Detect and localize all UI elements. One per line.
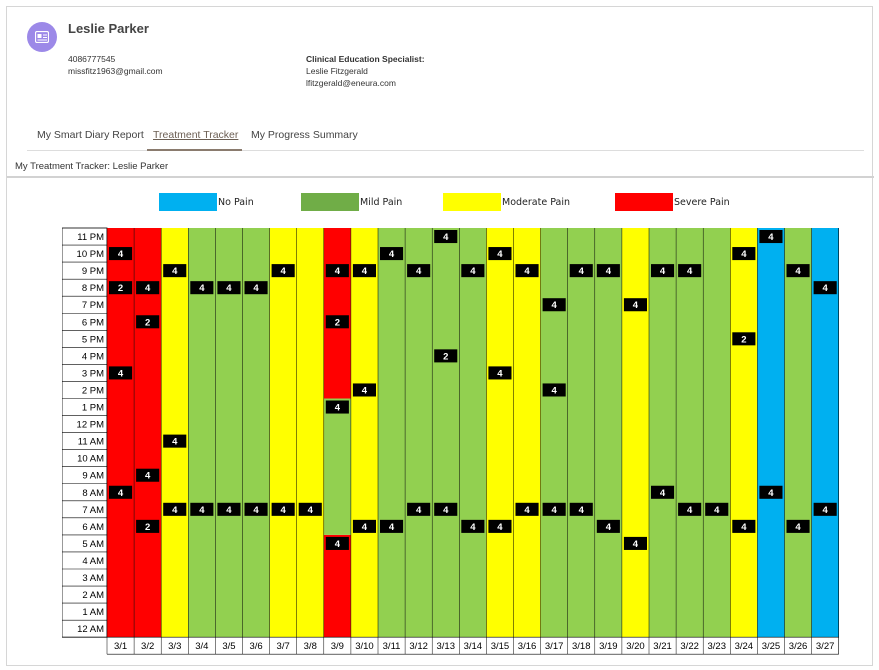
y-tick-label: 8 PM: [81, 283, 104, 295]
active-tab-indicator: [147, 149, 242, 151]
treatment-count: 4: [714, 504, 720, 516]
treatment-count: 4: [443, 232, 449, 244]
treatment-count: 4: [253, 504, 259, 516]
treatment-count: 4: [361, 521, 368, 533]
y-tick-label: 3 PM: [81, 368, 104, 380]
treatment-count: 2: [117, 283, 124, 295]
x-tick-label: 3/24: [734, 641, 754, 653]
id-card-icon: [35, 31, 49, 43]
pain-segment: [514, 228, 541, 637]
pain-segment: [730, 228, 757, 637]
treatment-count: 4: [551, 385, 557, 397]
y-tick-label: 7 AM: [82, 504, 104, 516]
x-tick-label: 3/8: [303, 641, 317, 653]
treatment-count: 4: [307, 504, 313, 516]
treatment-count: 4: [822, 283, 828, 295]
treatment-count: 4: [687, 504, 693, 516]
treatment-count: 4: [226, 504, 232, 516]
treatment-count: 4: [172, 504, 178, 516]
treatment-count: 4: [334, 402, 340, 414]
treatment-count: 4: [253, 283, 259, 295]
x-tick-label: 3/20: [626, 641, 645, 653]
treatment-count: 4: [632, 300, 639, 312]
y-tick-label: 5 AM: [82, 538, 104, 550]
treatment-count: 2: [334, 317, 340, 329]
patient-phone: 4086777545: [68, 54, 116, 64]
pain-segment: [649, 228, 676, 637]
y-tick-label: 9 AM: [82, 470, 104, 482]
x-tick-label: 3/7: [276, 641, 290, 653]
pain-segment: [757, 228, 784, 637]
pain-segment: [297, 228, 324, 637]
specialist-email: lfitzgerald@eneura.com: [306, 78, 396, 88]
x-tick-label: 3/5: [222, 641, 236, 653]
x-tick-label: 3/23: [707, 641, 726, 653]
treatment-count: 4: [497, 368, 503, 380]
tab-smart-diary-report[interactable]: My Smart Diary Report: [37, 129, 144, 141]
x-tick-label: 3/14: [463, 641, 483, 653]
y-tick-label: 8 AM: [82, 487, 104, 499]
y-tick-label: 1 PM: [81, 402, 104, 414]
treatment-count: 4: [659, 266, 666, 278]
treatment-count: 2: [145, 317, 151, 329]
x-tick-label: 3/2: [141, 641, 155, 653]
treatment-count: 4: [388, 249, 395, 261]
y-tick-label: 6 AM: [82, 521, 104, 533]
y-tick-label: 9 PM: [81, 266, 104, 278]
treatment-count: 4: [795, 266, 801, 278]
treatment-count: 4: [795, 521, 801, 533]
specialist-name: Leslie Fitzgerald: [306, 66, 368, 76]
treatment-count: 4: [551, 300, 557, 312]
y-tick-label: 4 PM: [81, 351, 104, 363]
treatment-count: 4: [578, 504, 584, 516]
treatment-count: 4: [605, 266, 611, 278]
treatment-count: 4: [470, 521, 476, 533]
legend-label-no-pain: No Pain: [218, 197, 254, 208]
avatar: [27, 22, 57, 52]
treatment-count: 4: [741, 249, 747, 261]
treatment-count: 4: [551, 504, 557, 516]
treatment-count: 4: [361, 266, 368, 278]
legend-label-mild-pain: Mild Pain: [360, 197, 403, 208]
x-tick-label: 3/17: [544, 641, 564, 653]
x-tick-label: 3/25: [761, 641, 781, 653]
pain-segment: [676, 228, 703, 637]
x-tick-label: 3/16: [517, 641, 537, 653]
legend-swatch-no-pain: [159, 193, 217, 211]
treatment-count: 4: [632, 538, 639, 550]
x-tick-label: 3/4: [195, 641, 209, 653]
y-tick-label: 3 AM: [82, 573, 104, 585]
y-tick-label: 12 PM: [76, 419, 104, 431]
treatment-count: 4: [416, 266, 422, 278]
treatment-count: 4: [145, 470, 151, 482]
y-tick-label: 2 AM: [82, 590, 104, 602]
tracker-title: My Treatment Tracker: Leslie Parker: [15, 161, 169, 172]
treatment-count: 4: [199, 283, 205, 295]
pain-segment: [703, 228, 730, 637]
pain-segment: [324, 399, 351, 535]
treatment-count: 2: [741, 334, 747, 346]
treatment-count: 4: [280, 266, 286, 278]
y-tick-label: 5 PM: [81, 334, 104, 346]
treatment-count: 4: [578, 266, 584, 278]
x-tick-label: 3/18: [572, 641, 591, 653]
pain-segment: [324, 535, 351, 637]
x-tick-label: 3/22: [680, 641, 699, 653]
legend-label-severe-pain: Severe Pain: [674, 197, 730, 208]
treatment-count: 4: [524, 504, 530, 516]
treatment-count: 4: [768, 232, 774, 244]
y-tick-label: 12 AM: [77, 624, 104, 636]
section-divider: [7, 176, 874, 178]
treatment-count: 4: [388, 521, 395, 533]
tab-treatment-tracker[interactable]: Treatment Tracker: [153, 129, 239, 141]
pain-segment: [595, 228, 622, 637]
treatment-count: 4: [361, 385, 368, 397]
treatment-count: 4: [524, 266, 530, 278]
treatment-count: 4: [741, 521, 747, 533]
treatment-count: 4: [117, 487, 124, 499]
y-tick-label: 10 PM: [76, 249, 104, 261]
treatment-count: 4: [172, 266, 178, 278]
treatment-count: 4: [659, 487, 666, 499]
treatment-count: 2: [145, 521, 151, 533]
y-tick-label: 2 PM: [81, 385, 104, 397]
y-tick-label: 1 AM: [82, 607, 104, 619]
x-tick-label: 3/12: [409, 641, 428, 653]
x-tick-label: 3/3: [168, 641, 182, 653]
legend-swatch-severe-pain: [615, 193, 673, 211]
treatment-count: 4: [416, 504, 422, 516]
x-tick-label: 3/15: [490, 641, 510, 653]
treatment-count: 4: [687, 266, 693, 278]
treatment-count: 4: [768, 487, 774, 499]
y-tick-label: 4 AM: [82, 555, 104, 567]
pain-segment: [486, 228, 513, 637]
pain-segment: [459, 228, 486, 637]
pain-segment: [432, 228, 459, 637]
patient-email: missfitz1963@gmail.com: [68, 66, 163, 76]
x-tick-label: 3/21: [653, 641, 672, 653]
patient-contact: [68, 53, 163, 77]
pain-segment: [622, 228, 649, 637]
patient-name: Leslie Parker: [68, 21, 149, 36]
treatment-count: 4: [117, 368, 124, 380]
pain-segment: [541, 228, 568, 637]
y-tick-label: 7 PM: [81, 300, 104, 312]
treatment-count: 2: [443, 351, 449, 363]
treatment-count: 4: [145, 283, 151, 295]
x-tick-label: 3/10: [355, 641, 374, 653]
y-tick-label: 11 PM: [77, 232, 104, 244]
legend-swatch-mild-pain: [301, 193, 359, 211]
pain-segment: [785, 228, 812, 637]
pain-segment: [324, 228, 351, 399]
treatment-count: 4: [605, 521, 611, 533]
y-tick-label: 10 AM: [77, 453, 104, 465]
pain-segment: [405, 228, 432, 637]
pain-segment: [378, 228, 405, 637]
tab-progress-summary[interactable]: My Progress Summary: [251, 129, 358, 141]
treatment-count: 4: [117, 249, 124, 261]
legend-label-moderate-pain: Moderate Pain: [502, 197, 570, 208]
pain-segment: [351, 228, 378, 637]
specialist-heading: Clinical Education Specialist:: [306, 54, 425, 64]
x-tick-label: 3/19: [599, 641, 618, 653]
pain-segment: [161, 228, 188, 637]
treatment-count: 4: [334, 538, 340, 550]
x-tick-label: 3/6: [249, 641, 263, 653]
specialist-info: [306, 53, 425, 89]
treatment-count: 4: [226, 283, 232, 295]
treatment-count: 4: [497, 249, 503, 261]
treatment-count: 4: [334, 266, 340, 278]
x-tick-label: 3/9: [330, 641, 344, 653]
pain-segment: [270, 228, 297, 637]
report-frame: [6, 6, 873, 666]
treatment-count: 4: [280, 504, 286, 516]
x-tick-label: 3/1: [113, 641, 128, 653]
x-tick-label: 3/11: [382, 641, 401, 653]
treatment-count: 4: [497, 521, 503, 533]
treatment-count: 4: [199, 504, 205, 516]
legend-swatch-moderate-pain: [443, 193, 501, 211]
x-tick-label: 3/26: [788, 641, 808, 653]
treatment-count: 4: [470, 266, 476, 278]
x-tick-label: 3/13: [436, 641, 455, 653]
y-tick-label: 6 PM: [81, 317, 104, 329]
treatment-count: 4: [172, 436, 178, 448]
x-tick-label: 3/27: [815, 641, 835, 653]
treatment-count: 4: [822, 504, 828, 516]
pain-segment: [568, 228, 595, 637]
treatment-tracker-chart: [62, 221, 872, 661]
treatment-count: 4: [443, 504, 449, 516]
y-tick-label: 11 AM: [77, 436, 104, 448]
